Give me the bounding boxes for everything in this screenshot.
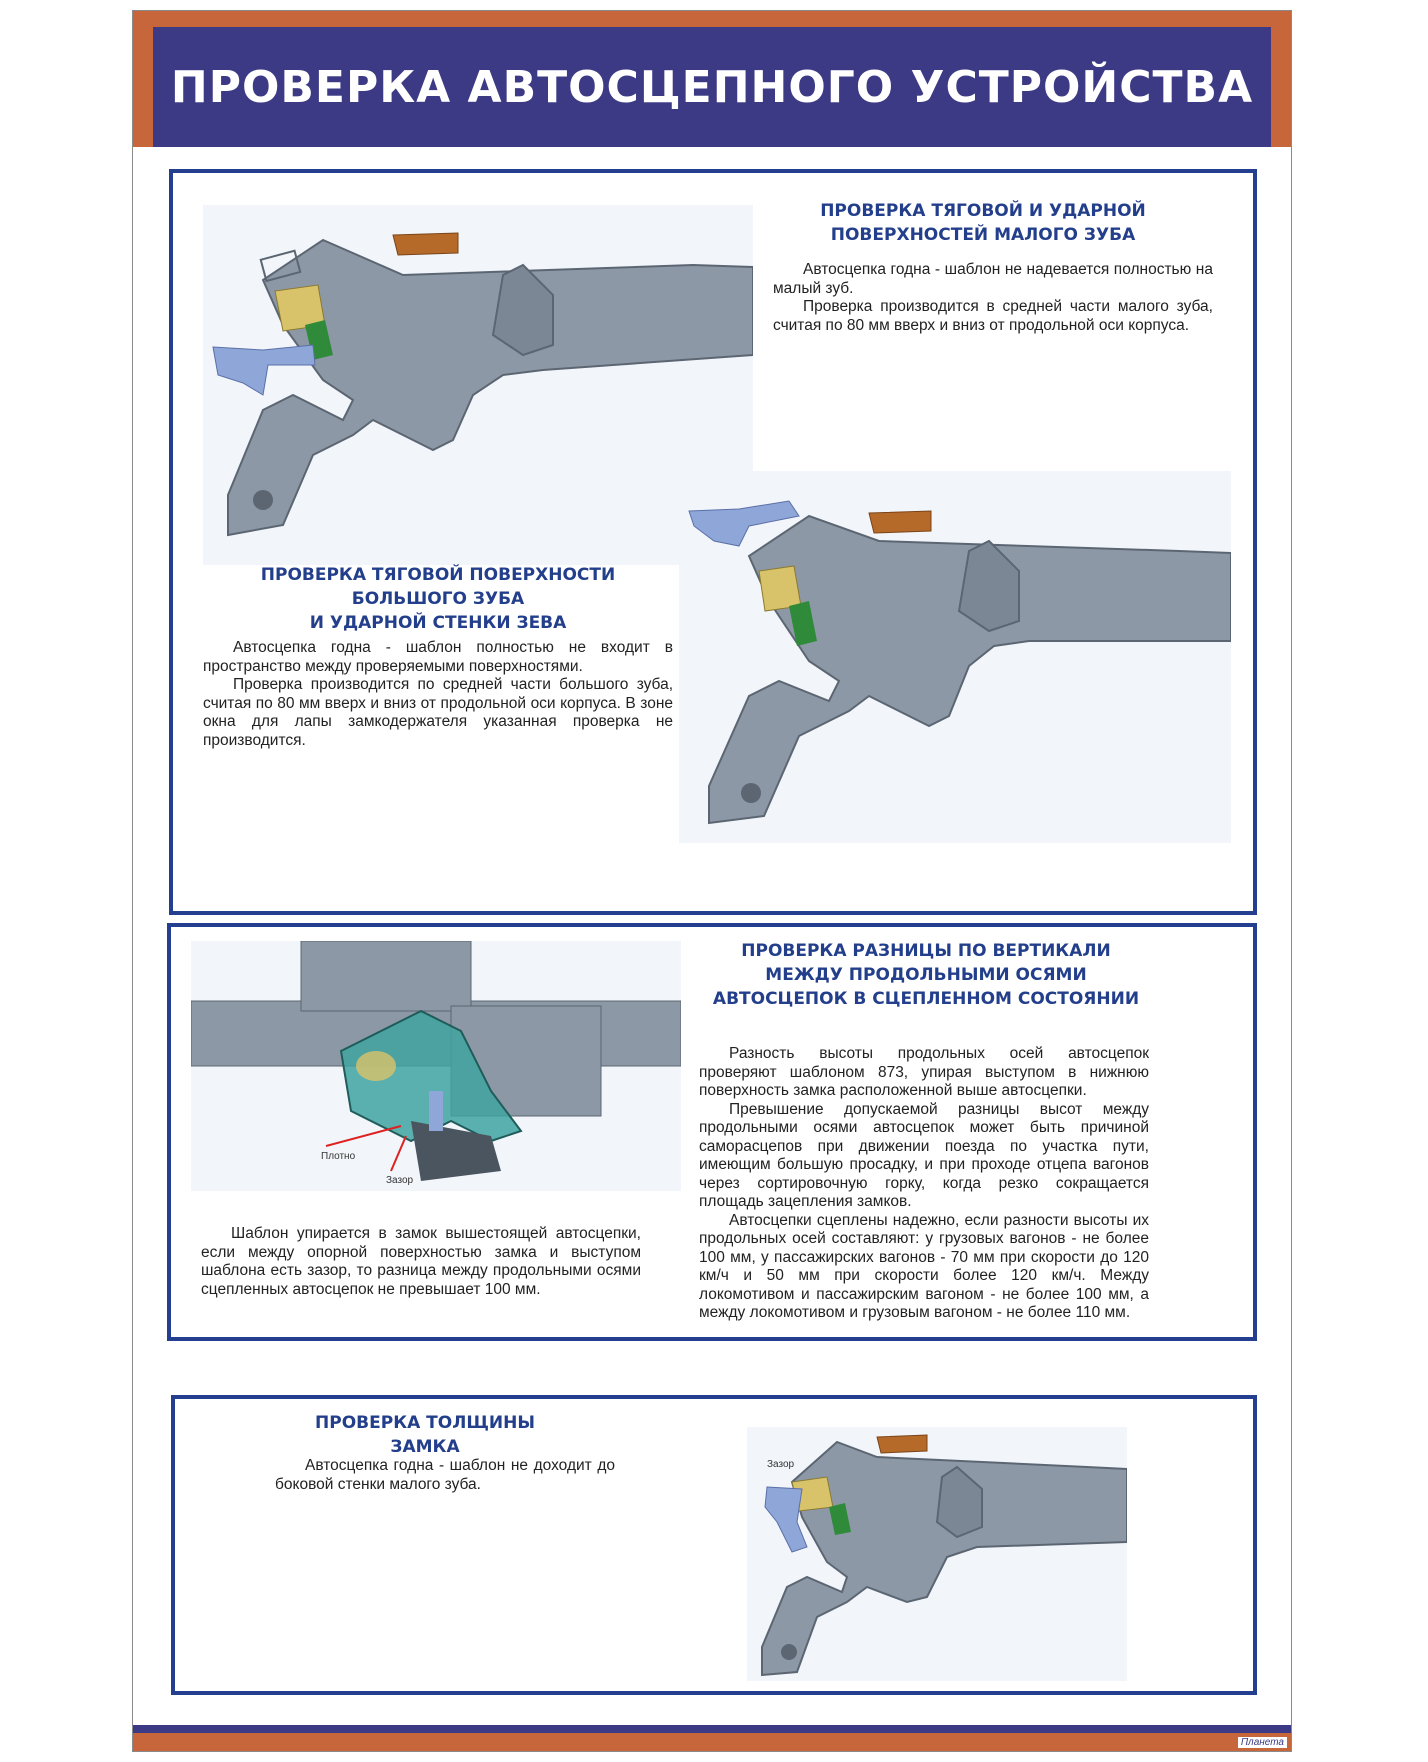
coupler-drawing-2 (679, 471, 1231, 843)
text-lock-thickness (275, 1457, 615, 1494)
caption-template (201, 1225, 641, 1299)
title-bar (153, 27, 1271, 147)
paragraph: Автосцепка годна - шаблон полностью не входит в пространство между проверяемыми поверхностями. (203, 639, 673, 675)
paragraph: Проверка производится в средней части малого зуба, считая по 80 мм вверх и вниз от продольной оси корпуса. (773, 298, 1213, 334)
coupled-couplers-illustration (191, 941, 681, 1191)
paragraph: Превышение допускаемой разницы высот между продольными осями автосцепок может быть причиной саморасцепов при движении поезда по участка пути, имеющим большую просадку, и при проходе отцепа вагонов через сортировочную горку, когда резко сокращается площадь зацепления замков. (699, 1100, 1149, 1210)
text-small-tooth (773, 261, 1213, 335)
label-gap-lock: Зазор (767, 1459, 795, 1470)
paragraph: Автосцепка годна - шаблон не доходит до боковой стенки малого зуба. (275, 1457, 615, 1493)
coupler-drawing-3 (191, 941, 681, 1191)
panel-vertical-difference (167, 923, 1257, 1341)
bottom-blue-line (133, 1725, 1291, 1733)
paragraph: Автосцепка годна - шаблон не надевается полностью на малый зуб. (773, 261, 1213, 297)
label-gap: Зазор (386, 1175, 414, 1186)
publisher-logo: Планета (1238, 1737, 1287, 1748)
lock-thickness-illustration (747, 1427, 1127, 1681)
paragraph: Проверка производится по средней части большого зуба, считая по 80 мм вверх и вниз от продольной оси корпуса. В зоне окна для лапы замкодержателя указанная проверка не производится. (203, 676, 673, 749)
paragraph: Шаблон упирается в замок вышестоящей автосцепки, если между опорной поверхностью замка и выступом шаблона есть зазор, то разница между продольными осями сцепленных автосцепок не превышает 100 мм. (201, 1225, 641, 1298)
heading-lock-thickness: ПРОВЕРКА ТОЛЩИНЫ ЗАМКА (315, 1413, 535, 1457)
label-tight: Плотно (321, 1151, 356, 1162)
coupler-illustration-large-tooth (679, 471, 1231, 843)
coupler-illustration-small-tooth (203, 205, 753, 565)
paragraph: Разность высоты продольных осей автосцепок проверяют шаблоном 873, упирая выступом в нижнюю поверхность замка расположенной выше автосцепки. (699, 1045, 1149, 1099)
heading-large-tooth: ПРОВЕРКА ТЯГОВОЙ ПОВЕРХНОСТИ БОЛЬШОГО ЗУБА И УДАРНОЙ СТЕНКИ ЗЕВА (260, 565, 616, 633)
coupler-drawing-1 (203, 205, 753, 565)
paragraph: Автосцепки сцеплены надежно, если разности высоты их продольных осей составляют: у грузовых вагонов - не более 100 мм, у пассажирских вагонов - 70 мм при скорости до 120 км/ч и 50 мм при скорости более 120 км/ч. Между локомотивом и пассажирским вагоном - не более 100 мм, а между локомотивом и грузовым вагоном - не более 110 мм. (699, 1211, 1149, 1321)
poster (132, 10, 1292, 1752)
text-vertical-difference (699, 1045, 1149, 1323)
heading-vertical-difference: ПРОВЕРКА РАЗНИЦЫ ПО ВЕРТИКАЛИ МЕЖДУ ПРОДОЛЬНЫМИ ОСЯМИ АВТОСЦЕПОК В СЦЕПЛЕННОМ СОСТОЯНИИ (712, 941, 1140, 1009)
page-title: ПРОВЕРКА АВТОСЦЕПНОГО УСТРОЙСТВА (170, 61, 1254, 113)
text-large-tooth (203, 639, 673, 750)
panel-lock-thickness (171, 1395, 1257, 1695)
heading-small-tooth: ПРОВЕРКА ТЯГОВОЙ И УДАРНОЙ ПОВЕРХНОСТЕЙ МАЛОГО ЗУБА (820, 201, 1146, 245)
coupler-drawing-4 (747, 1427, 1127, 1681)
panel-tooth-check (169, 169, 1257, 915)
bottom-frame (133, 1725, 1291, 1751)
